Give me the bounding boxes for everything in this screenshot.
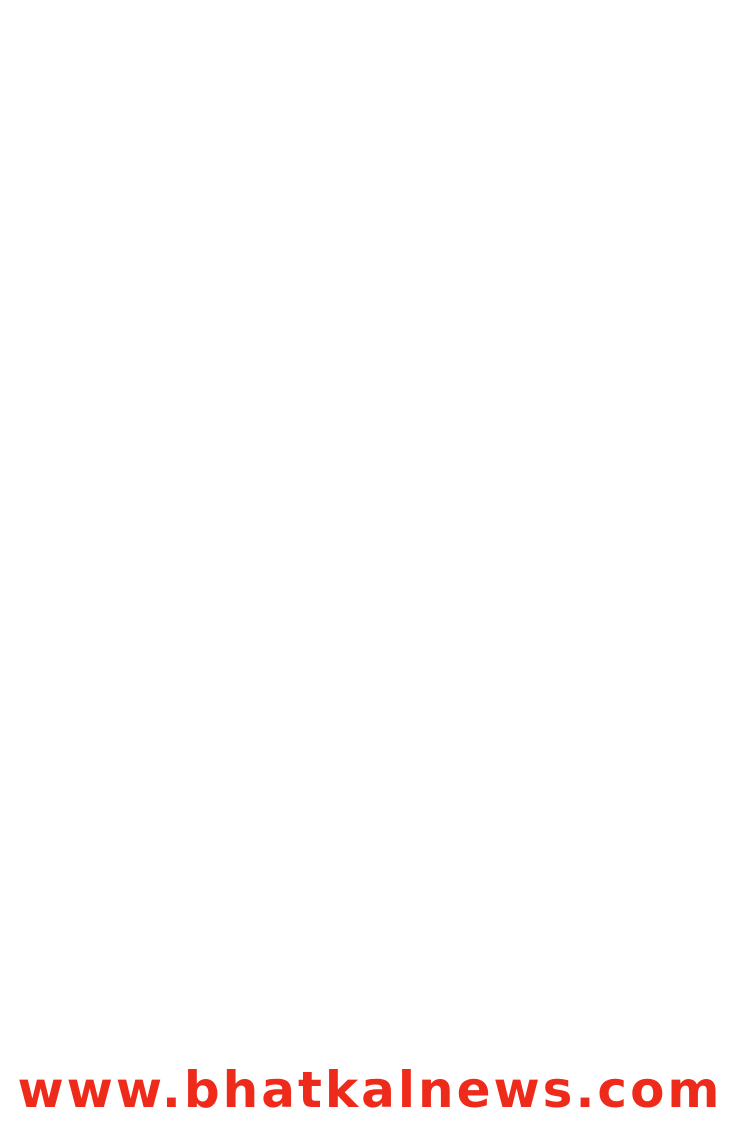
article-2 bbox=[14, 8, 726, 16]
article-4-headline bbox=[14, 24, 726, 32]
article-2-headline bbox=[14, 8, 726, 16]
article-4 bbox=[14, 24, 726, 32]
site-footer bbox=[0, 1059, 740, 1121]
article-3 bbox=[14, 16, 726, 24]
site-url: www.bhatkalnews.com bbox=[17, 1061, 723, 1119]
article-1-headline bbox=[14, 0, 726, 8]
article-3-headline bbox=[14, 16, 726, 24]
article-1 bbox=[14, 0, 726, 8]
